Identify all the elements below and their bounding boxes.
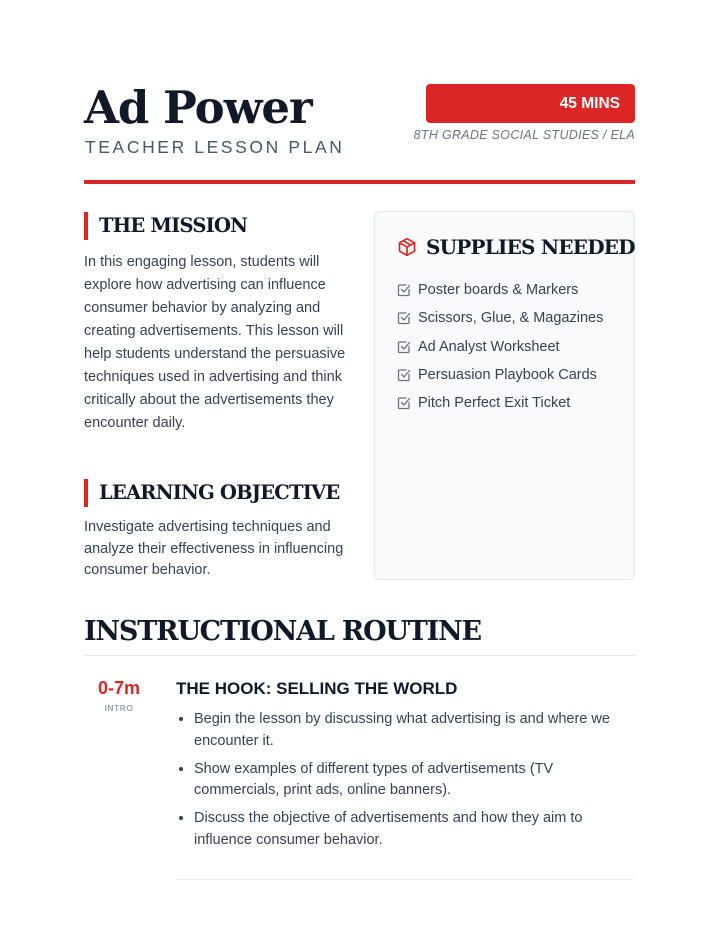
grade-label: 8TH GRADE SOCIAL STUDIES / ELA [413, 128, 635, 142]
supply-item-label: Poster boards & Markers [418, 282, 579, 299]
checkbox-checked-icon [397, 311, 411, 325]
step-bullet: • Discuss the objective of advertisements and how they aim to influence consumer behavior. [194, 808, 635, 851]
supply-item [397, 389, 603, 417]
checkbox-checked-icon [397, 396, 411, 410]
mission-text: In this engaging lesson, students will explore how advertising can influence consumer behavior by analyzing and creating advertisements. This lesson will help students understand the persuasive techniques used in advertising and think critically about the advertisements they encounter daily. [84, 254, 346, 431]
supply-item-label: Pitch Perfect Exit Ticket [418, 395, 571, 412]
checkbox-checked-icon [397, 368, 411, 382]
header-divider [84, 180, 635, 184]
step-time: 0-7m [97, 678, 141, 698]
routine-heading: INSTRUCTIONAL ROUTINE [84, 616, 481, 647]
supply-item [397, 304, 603, 332]
objective-heading: LEARNING OBJECTIVE [84, 479, 339, 507]
step-divider [176, 879, 635, 880]
supplies-card [374, 211, 635, 580]
step-title: THE HOOK: SELLING THE WORLD [176, 679, 458, 698]
supplies-list [397, 276, 603, 417]
lesson-title: Ad Power [84, 81, 312, 134]
supply-item [397, 333, 603, 361]
mission-heading: THE MISSION [84, 212, 247, 240]
supplies-heading-label: SUPPLIES NEEDED [426, 235, 635, 259]
box-icon [397, 237, 417, 257]
duration-badge: 45 MINS [426, 84, 635, 123]
supply-item-label: Persuasion Playbook Cards [418, 367, 597, 384]
supply-item [397, 276, 603, 304]
step-bullet: • Begin the lesson by discussing what advertising is and where we encounter it. [194, 709, 635, 752]
step-bullet-list [176, 709, 635, 858]
checkbox-checked-icon [397, 340, 411, 354]
supply-item-label: Ad Analyst Worksheet [418, 338, 560, 355]
step-bullet: • Show examples of different types of advertisements (TV commercials, print ads, online banners). [194, 759, 635, 802]
routine-divider [84, 655, 635, 656]
supplies-heading [397, 235, 635, 259]
step-phase-tag: INTRO [104, 703, 134, 713]
objective-text: Investigate advertising techniques and analyze their effectiveness in influencing consumer behavior. [84, 519, 344, 578]
supply-item [397, 361, 603, 389]
checkbox-checked-icon [397, 283, 411, 297]
lesson-subtitle: TEACHER LESSON PLAN [85, 137, 345, 157]
supply-item-label: Scissors, Glue, & Magazines [418, 310, 604, 327]
